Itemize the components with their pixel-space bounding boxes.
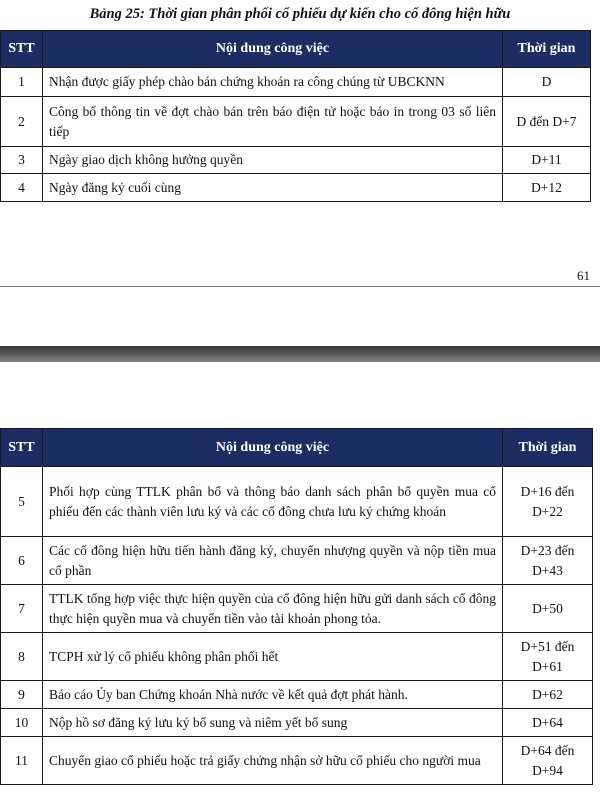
row-time: D+23 đến D+43 xyxy=(503,537,593,585)
table-row xyxy=(1,737,593,785)
row-time: D+62 xyxy=(503,681,593,709)
row-content: TTLK tổng hợp việc thực hiện quyền của cổ đông hiện hữu gửi danh sách cổ đông thực hiện quyền mua và chuyển tiền vào tài khoản phong tỏa. xyxy=(43,585,503,633)
row-stt: 2 xyxy=(1,97,43,147)
row-stt: 1 xyxy=(1,68,43,97)
row-stt: 9 xyxy=(1,681,43,709)
table-caption: Bảng 25: Thời gian phân phối cổ phiếu dự kiến cho cổ đông hiện hữu xyxy=(89,6,511,22)
header-content: Nội dung công việc xyxy=(43,31,503,68)
row-stt: 5 xyxy=(1,467,43,537)
row-content: Ngày giao dịch không hưởng quyền xyxy=(43,147,503,174)
table-header-row xyxy=(1,31,591,68)
row-stt: 4 xyxy=(1,174,43,202)
row-content: Công bố thông tin về đợt chào bán trên báo điện tử hoặc báo in trong 03 số liên tiếp xyxy=(43,97,503,147)
header-time: Thời gian xyxy=(503,429,593,467)
row-time: D+50 xyxy=(503,585,593,633)
distribution-schedule-table-part-2 xyxy=(0,428,593,785)
row-content: Các cổ đông hiện hữu tiến hành đăng ký, chuyển nhượng quyền và nộp tiền mua cổ phần xyxy=(43,537,503,585)
row-time: D+64 đến D+94 xyxy=(503,737,593,785)
row-stt: 6 xyxy=(1,537,43,585)
row-time: D+12 xyxy=(503,174,591,202)
table-row xyxy=(1,147,591,174)
distribution-schedule-table-part-1 xyxy=(0,30,591,202)
row-content: Phối hợp cùng TTLK phân bổ và thông báo danh sách phân bổ quyền mua cổ phiếu đến các thành viên lưu ký và các cổ đông chưa lưu ký chứng khoán xyxy=(43,467,503,537)
page-separator xyxy=(0,346,600,362)
table-row xyxy=(1,174,591,202)
header-content: Nội dung công việc xyxy=(43,429,503,467)
row-stt: 11 xyxy=(1,737,43,785)
row-time: D+16 đến D+22 xyxy=(503,467,593,537)
table-row xyxy=(1,633,593,681)
page-number: 61 xyxy=(577,268,590,283)
row-stt: 8 xyxy=(1,633,43,681)
row-time: D xyxy=(503,68,591,97)
table-header-row xyxy=(1,429,593,467)
table-row xyxy=(1,68,591,97)
row-content: Chuyển giao cổ phiếu hoặc trả giấy chứng nhận sở hữu cổ phiếu cho người mua xyxy=(43,737,503,785)
row-content: Nhận được giấy phép chào bán chứng khoán ra công chúng từ UBCKNN xyxy=(43,68,503,97)
row-content: Nộp hồ sơ đăng ký lưu ký bổ sung và niêm yết bổ sung xyxy=(43,709,503,737)
table-row xyxy=(1,97,591,147)
page-footer-rule xyxy=(0,286,600,287)
table-row xyxy=(1,585,593,633)
header-time: Thời gian xyxy=(503,31,591,68)
row-content: Báo cáo Ủy ban Chứng khoán Nhà nước về kết quả đợt phát hành. xyxy=(43,681,503,709)
table-row xyxy=(1,681,593,709)
table-row xyxy=(1,467,593,537)
row-time: D đến D+7 xyxy=(503,97,591,147)
row-stt: 7 xyxy=(1,585,43,633)
row-time: D+51 đến D+61 xyxy=(503,633,593,681)
row-stt: 10 xyxy=(1,709,43,737)
row-content: Ngày đăng ký cuối cùng xyxy=(43,174,503,202)
row-stt: 3 xyxy=(1,147,43,174)
table-row xyxy=(1,537,593,585)
header-stt: STT xyxy=(1,31,43,68)
row-time: D+11 xyxy=(503,147,591,174)
header-stt: STT xyxy=(1,429,43,467)
table-row xyxy=(1,709,593,737)
row-content: TCPH xử lý cổ phiếu không phân phối hết xyxy=(43,633,503,681)
row-time: D+64 xyxy=(503,709,593,737)
